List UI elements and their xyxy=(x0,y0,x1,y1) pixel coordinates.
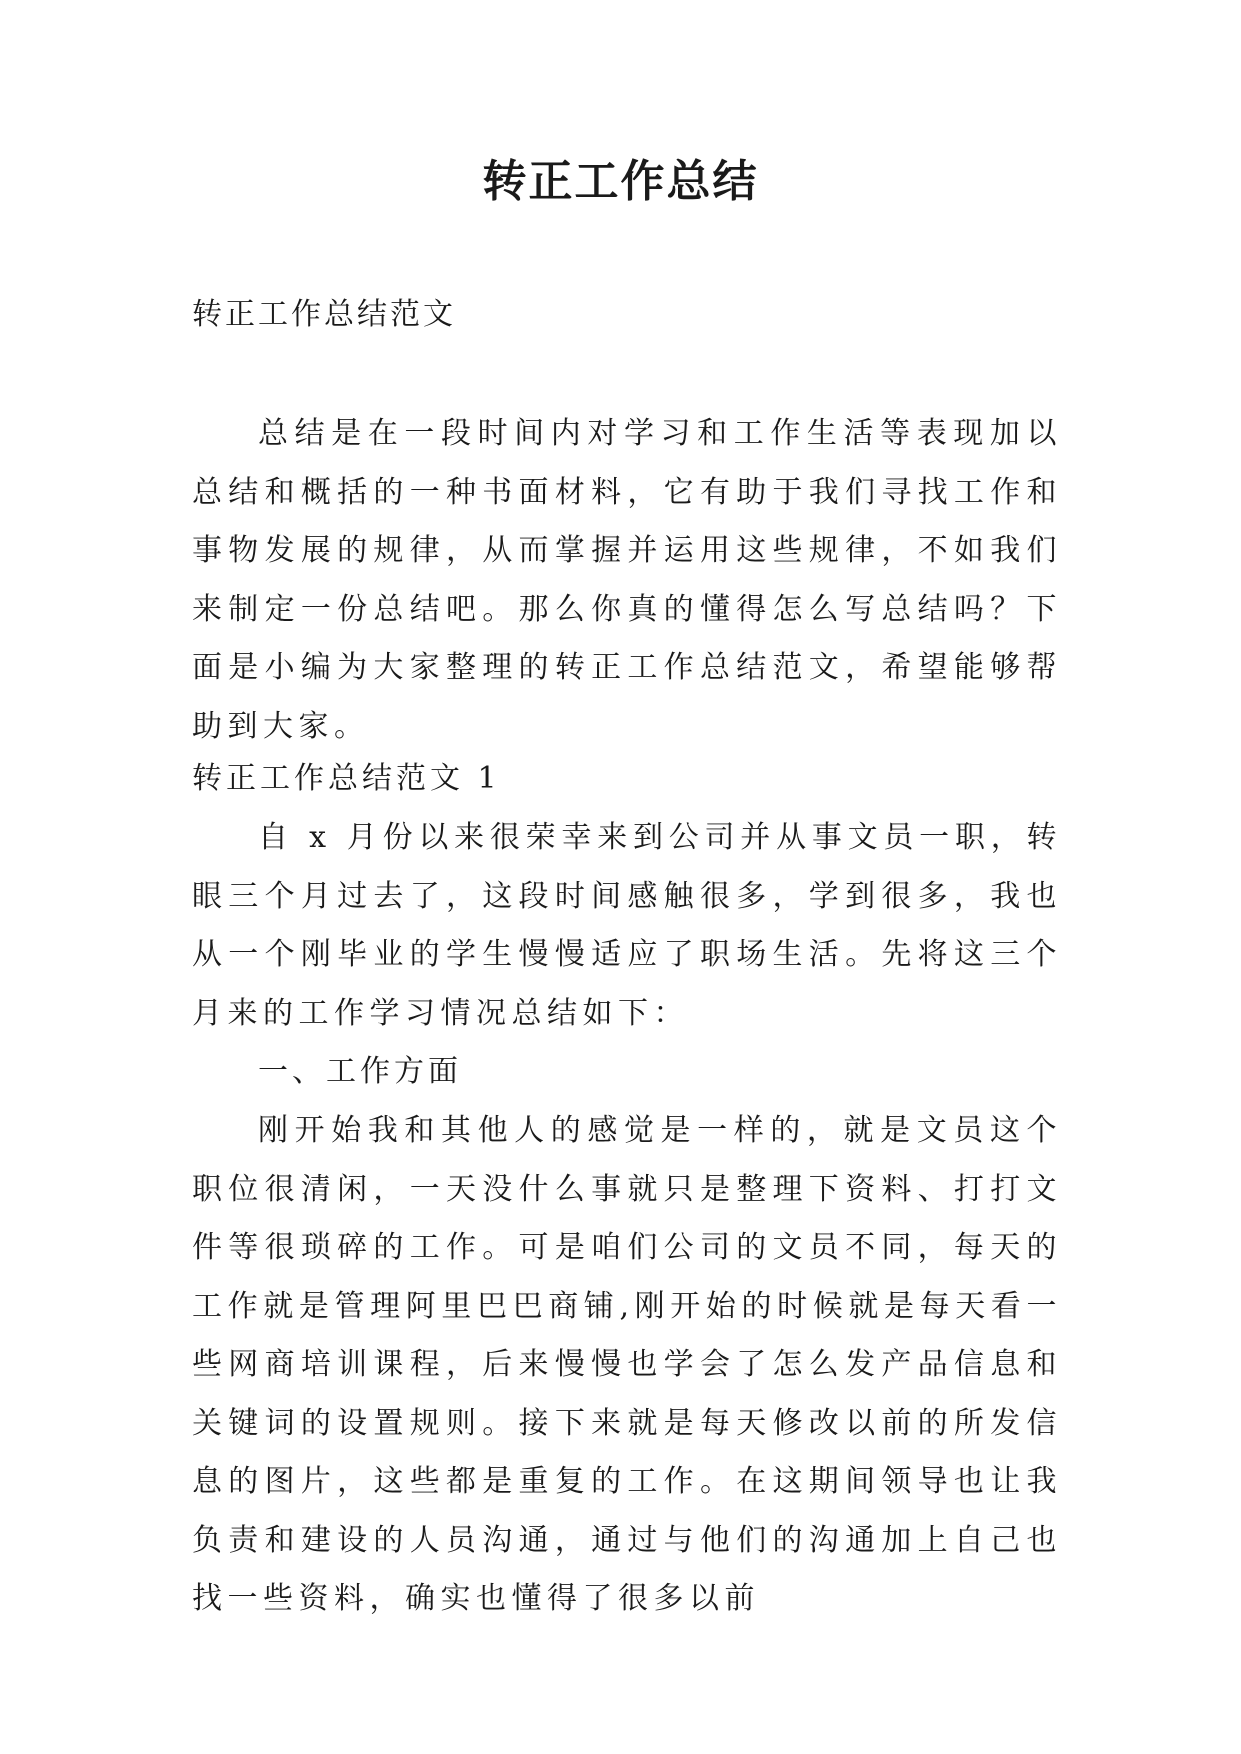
document-subtitle: 转正工作总结范文 xyxy=(192,297,456,332)
section-paragraph: 自 x 月份以来很荣幸来到公司并从事文员一职，转眼三个月过去了，这段时间感触很多，学到很多，我也从一个刚毕业的学生慢慢适应了职场生活。先将这三个月来的工作学习情况总结如下： xyxy=(192,820,1062,1031)
intro-paragraph: 总结是在一段时间内对学习和工作生活等表现加以总结和概括的一种书面材料，它有助于我们寻找工作和事物发展的规律，从而掌握并运用这些规律，不如我们来制定一份总结吧。那么你真的懂得怎么写总结吗？下面是小编为大家整理的转正工作总结范文，希望能够帮助到大家。 xyxy=(192,416,1062,744)
section-heading: 转正工作总结范文 1 xyxy=(192,761,501,796)
document-title: 转正工作总结 xyxy=(482,156,759,207)
section-subheading: 一、工作方面 xyxy=(258,1054,462,1089)
section-paragraph: 刚开始我和其他人的感觉是一样的，就是文员这个职位很清闲，一天没什么事就只是整理下资料、打打文件等很琐碎的工作。可是咱们公司的文员不同，每天的工作就是管理阿里巴巴商铺,刚开始的时候就是每天看一些网商培训课程，后来慢慢也学会了怎么发产品信息和关键词的设置规则。接下来就是每天修改以前的所发信息的图片，这些都是重复的工作。在这期间领导也让我负责和建设的人员沟通，通过与他们的沟通加上自己也找一些资料，确实也懂得了很多以前 xyxy=(192,1113,1062,1616)
